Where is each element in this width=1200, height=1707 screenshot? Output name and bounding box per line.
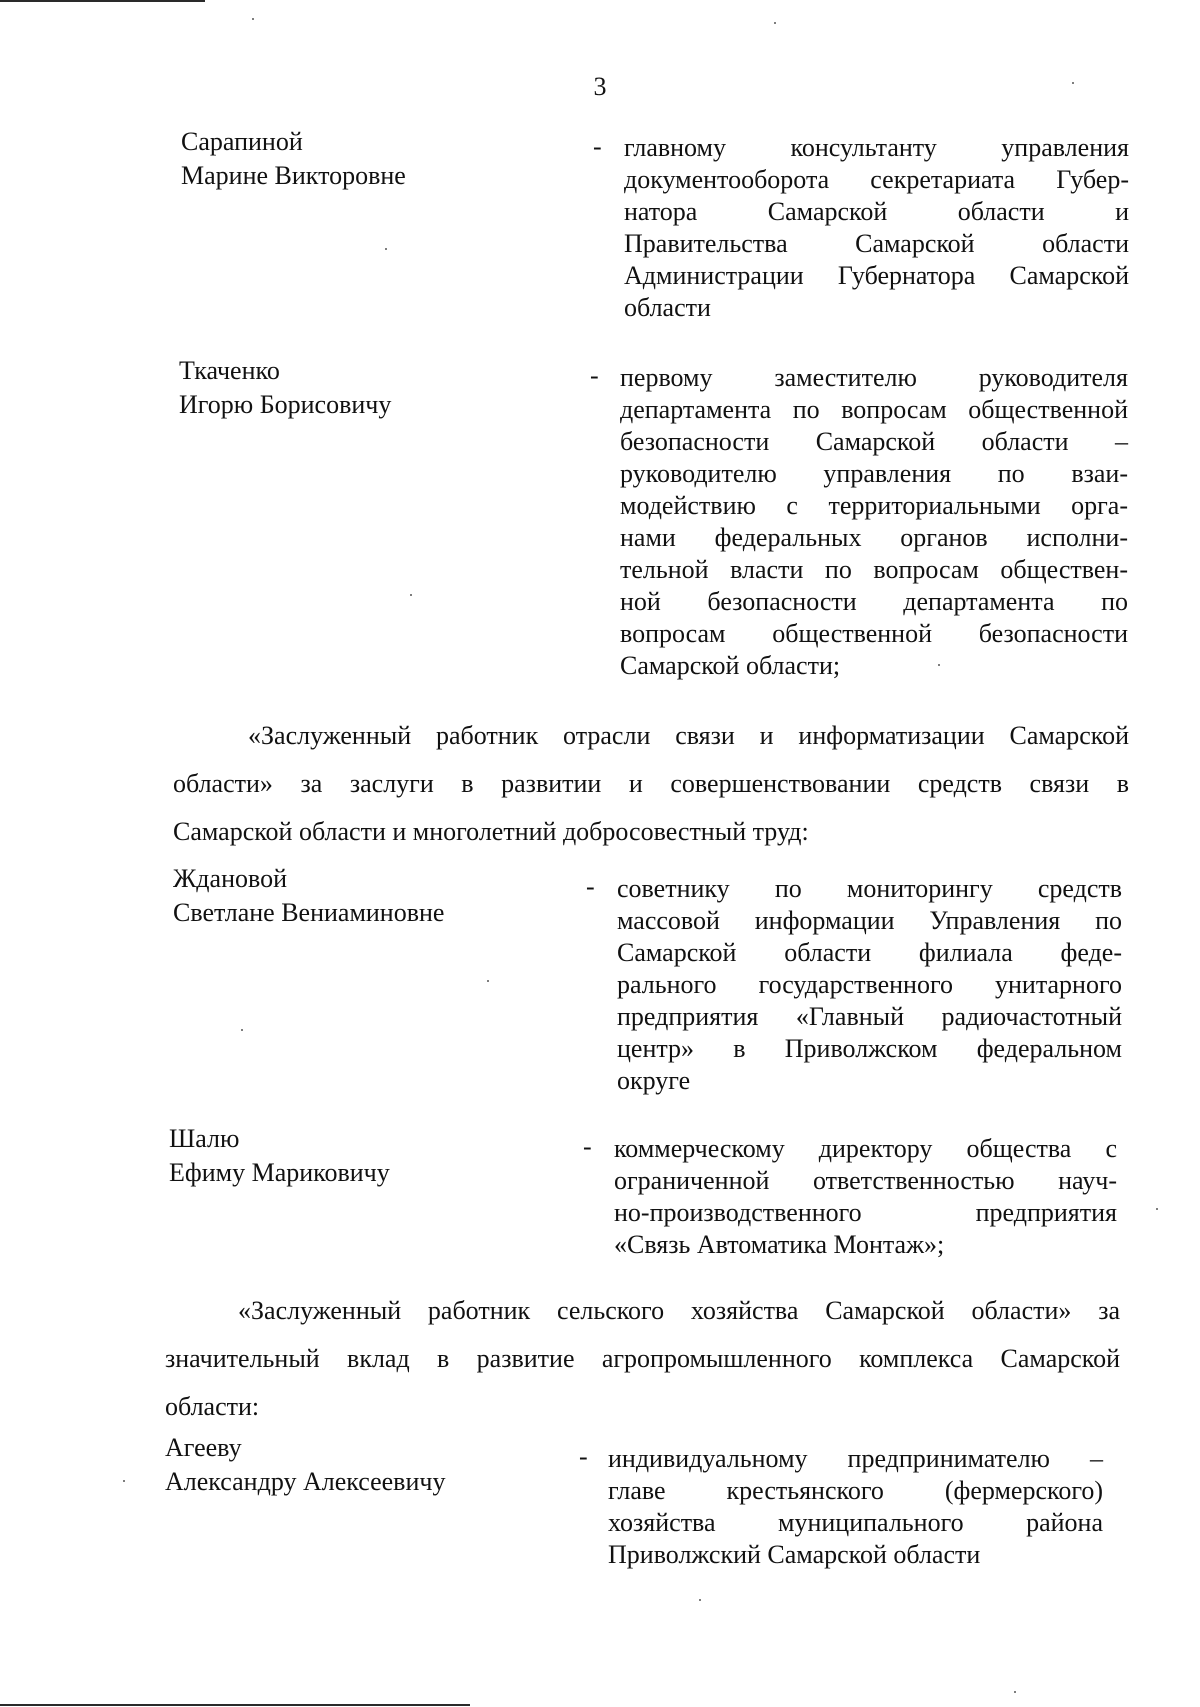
scan-speck <box>1014 1691 1016 1693</box>
recipient-given-names: Марине Викторовне <box>181 161 406 190</box>
recipient-name <box>173 862 444 930</box>
scan-speck <box>241 1029 243 1031</box>
recipient-given-names: Светлане Вениаминовне <box>173 898 445 927</box>
award-title-paragraph: «Заслуженный работник сельского хозяйства Самарской области» за значительный вклад в развитие агропромышленного комплекса Самарской области: <box>165 1296 1120 1421</box>
award-title-paragraph: «Заслуженный работник отрасли связи и информатизации Самарской области» за заслуги в развитии и совершенствовании средств связи в Самарской области и многолетний добросовестный труд: <box>173 721 1129 846</box>
scan-edge-top <box>0 0 205 2</box>
scan-speck <box>699 1599 701 1601</box>
entry-dash: - <box>583 1132 592 1161</box>
scan-speck <box>487 980 489 982</box>
recipient-position: главному консультанту управления документооборота секретариата Губер- натора Самарской области и Правительства Самарской области Администрации Губернатора Самарской области <box>624 133 1129 322</box>
recipient-given-names: Александру Алексеевичу <box>165 1467 446 1496</box>
recipient-surname: Ждановой <box>173 864 287 893</box>
recipient-surname: Ткаченко <box>179 356 280 385</box>
scan-speck <box>1156 1208 1158 1210</box>
scan-speck <box>1072 82 1074 84</box>
recipient-name <box>165 1431 445 1499</box>
scan-speck <box>123 1480 125 1482</box>
scan-speck <box>385 248 387 250</box>
recipient-position: первому заместителю руководителя департамента по вопросам общественной безопасности Самарской области – руководителю управления по взаи- модействию с территориальными орга- нами федеральных органов исполни- тельной власти по вопросам обществен- ной безопасности департамента по вопросам общественной безопасности Самарской области; <box>620 363 1128 680</box>
entry-dash: - <box>593 132 602 161</box>
recipient-surname: Сарапиной <box>181 127 303 156</box>
recipient-name <box>179 354 391 422</box>
recipient-name <box>169 1122 390 1190</box>
entry-dash: - <box>590 361 599 390</box>
scan-speck <box>938 664 940 666</box>
recipient-given-names: Игорю Борисовичу <box>179 390 392 419</box>
page-number: 3 <box>593 72 607 101</box>
entry-dash: - <box>586 872 595 901</box>
scan-edge-bottom <box>0 1704 470 1706</box>
recipient-position: индивидуальному предпринимателю – главе крестьянского (фермерского) хозяйства муниципального района Приволжский Самарской области <box>608 1444 1103 1569</box>
recipient-name <box>181 125 406 193</box>
entry-dash: - <box>579 1442 588 1471</box>
recipient-position: советнику по мониторингу средств массовой информации Управления по Самарской области филиала феде- рального государственного унитарного предприятия «Главный радиочастотный центр» в Приволжском федеральном округе <box>617 874 1122 1095</box>
recipient-surname: Шалю <box>169 1124 240 1153</box>
recipient-position: коммерческому директору общества с ограниченной ответственностью науч- но-производственного предприятия «Связь Автоматика Монтаж»; <box>614 1134 1117 1259</box>
scan-speck <box>410 594 412 596</box>
scan-speck <box>252 18 254 20</box>
scan-speck <box>774 22 776 24</box>
recipient-given-names: Ефиму Мариковичу <box>169 1158 390 1187</box>
recipient-surname: Агееву <box>165 1433 242 1462</box>
